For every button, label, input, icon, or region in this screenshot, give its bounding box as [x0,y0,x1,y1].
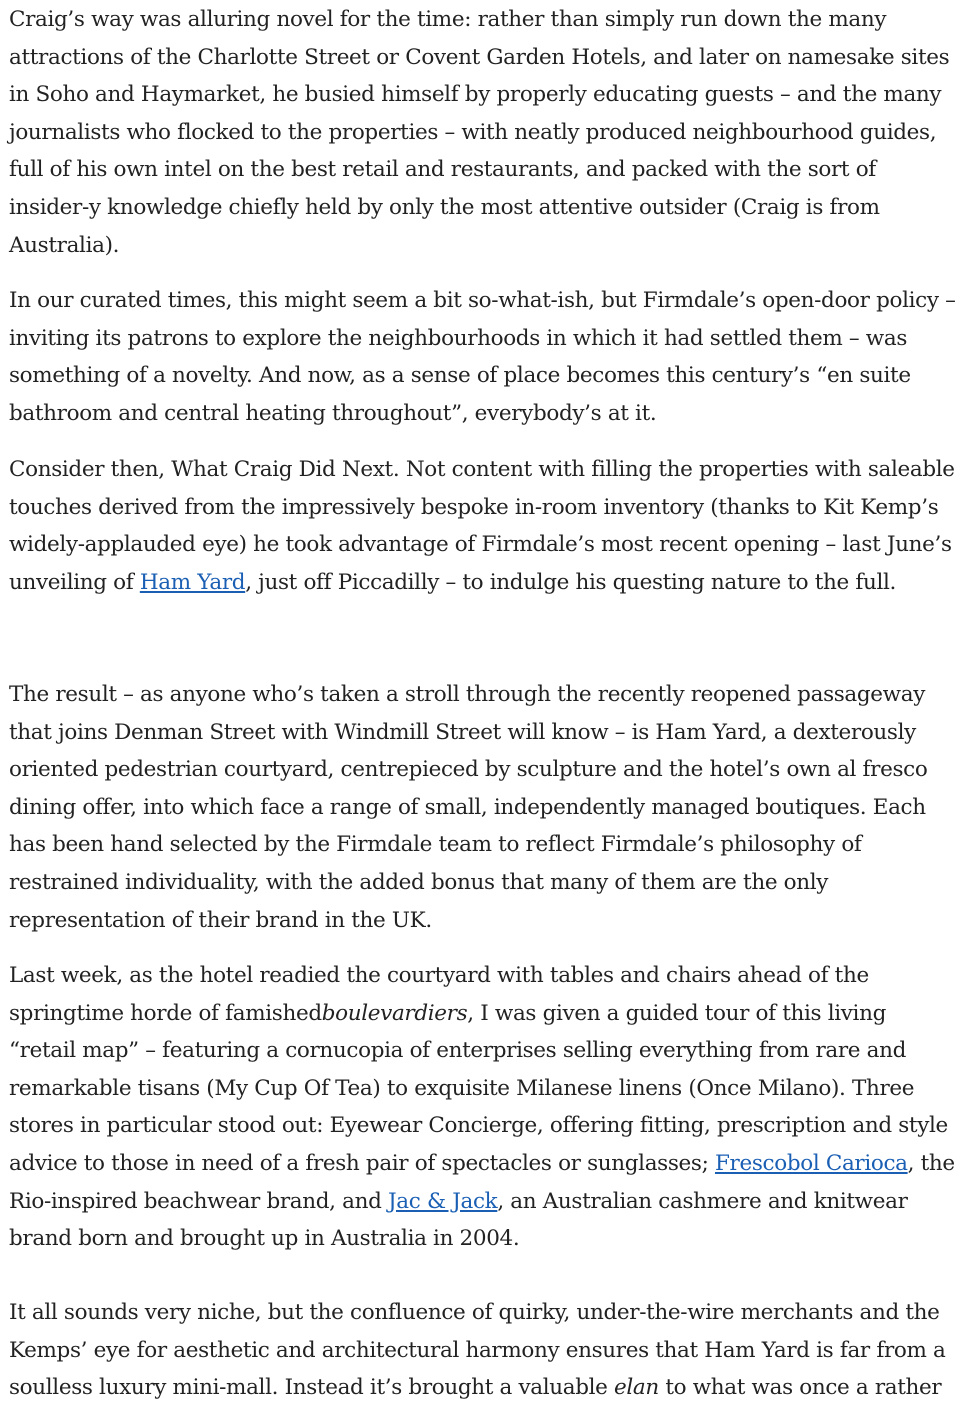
paragraph-text: , I was given a guided tour of this living “retail map” – featuring a cornucopia of enterprises selling everything from rare and remarkable tisans (My Cup Of Tea) to exquisite Milanese linens (Once Milano). Three stores in particular stood out: Eyewear Concierge, offering fitting, prescription and style advice to those in need of a fresh pair of spectacles or sunglasses; [9,1000,948,1176]
paragraph-niche [9,1294,957,1407]
emphasis-boulevardiers: boulevardiers [321,1000,468,1026]
paragraph-text: It all sounds very niche, but the confluence of quirky, under-the-wire merchants and the Kemps’ eye for aesthetic and architectural harmony ensures that Ham Yard is far from a soulless luxury mini-mall. Instead it’s brought a valuable [9,1300,946,1401]
paragraph-text: Consider then, What Craig Did Next. Not content with filling the properties with saleable touches derived from the impressively bespoke in-room inventory (thanks to Kit Kemp’s widely-applauded eye) he took advantage of Firmdale’s most recent opening – last June’s unveiling of [9,457,955,595]
paragraph-what-craig-did-next [9,451,957,601]
jac-and-jack-link[interactable]: Jac & Jack [388,1188,498,1214]
paragraph-craigs-way: Craig’s way was alluring novel for the time: rather than simply run down the many attractions of the Charlotte Street or Covent Garden Hotels, and later on namesake sites in Soho and Haymarket, he busied himself by properly educating guests – and the many journalists who flocked to the properties – with neatly produced neighbourhood guides, full of his own intel on the best retail and restaurants, and packed with the sort of insider-y knowledge chiefly held by only the most attentive outsider (Craig is from Australia). [9,7,950,258]
paragraph-text: to what was once a rather [658,1375,942,1401]
paragraph-last-week [9,957,957,1258]
ham-yard-link[interactable]: Ham Yard [139,569,246,595]
paragraph-the-result: The result – as anyone who’s taken a stroll through the recently reopened passageway that joins Denman Street with Windmill Street will know – is Ham Yard, a dexterously oriented pedestrian courtyard, centrepieced by sculpture and the hotel’s own al fresco dining offer, into which face a range of small, independently managed boutiques. Each has been hand selected by the Firmdale team to reflect Firmdale’s philosophy of restrained individuality, with the added bonus that many of them are the only representation of their brand in the UK. [9,682,928,933]
paragraph-text: , the Rio-inspired beachwear brand, and [9,1150,955,1214]
paragraph-text: Last week, as the hotel readied the courtyard with tables and chairs ahead of the springtime horde of famished [9,963,869,1026]
frescobol-carioca-link[interactable]: Frescobol Carioca [714,1150,908,1176]
paragraph-curated-times: In our curated times, this might seem a bit so-what-ish, but Firmdale’s open-door policy – inviting its patrons to explore the neighbourhoods in which it had settled them – was something of a novelty. And now, as a sense of place becomes this century’s “en suite bathroom and central heating throughout”, everybody’s at it. [9,288,956,426]
emphasis-elan: elan [614,1375,659,1401]
paragraph-text: , just off Piccadilly – to indulge his questing nature to the full. [245,569,897,595]
paragraph-text: , an Australian cashmere and knitwear brand born and brought up in Australia in 2004. [9,1188,908,1252]
